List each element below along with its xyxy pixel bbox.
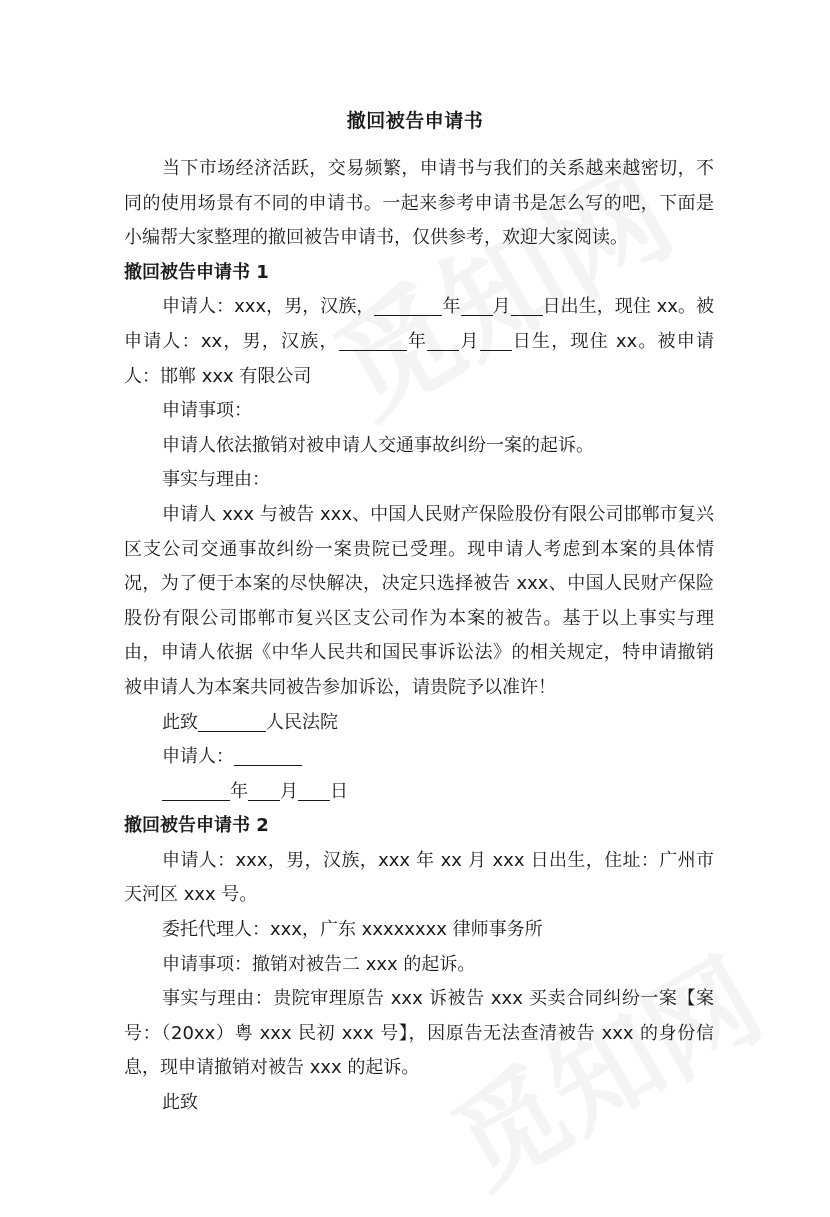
document-body (124, 152, 714, 1121)
blank-line (339, 330, 407, 351)
blank-line (162, 780, 230, 801)
section1-matters: 申请人依法撤销对被申请人交通事故纠纷一案的起诉。 (162, 434, 594, 456)
blank-line (248, 780, 280, 801)
blank-line (234, 745, 302, 766)
section2-matters: 申请事项：撤销对被告二 xxx 的起诉。 (162, 953, 476, 975)
section1-facts: 申请人 xxx 与被告 xxx、中国人民财产保险股份有限公司邯郸市复兴区支公司交通事故纠纷一案贵院已受理。现申请人考虑到本案的具体情况，为了便于本案的尽快解决，决定只选择被告 xxx、中国人民财产保险股份有限公司邯郸市复兴区支公司作为本案的被告。基于以上事实与理由，申请人依据《中华人民共和国民事诉讼法》的相关规定，特申请撤销被申请人为本案共同被告参加诉讼，请贵院予以准许！ (124, 503, 714, 698)
section1-date: 年 月 日 (124, 775, 714, 810)
blank-line (461, 295, 493, 316)
blank-line (427, 330, 459, 351)
intro-paragraph: 当下市场经济活跃，交易频繁，申请书与我们的关系越来越密切，不同的使用场景有不同的申请书。一起来参考申请书是怎么写的吧，下面是小编帮大家整理的撤回被告申请书，仅供参考，欢迎大家阅读。 (124, 158, 714, 249)
section1-applicant: 申请人：xxx，男，汉族， 年 月 日出生，现住 xx。被申请人：xx，男，汉族， 年 月 日生，现住 xx。被申请人：邯郸 xxx 有限公司 (124, 296, 715, 387)
section1-heading: 撤回被告申请书 1 (124, 261, 269, 283)
blank-line (198, 711, 266, 732)
section1-facts-label: 事实与理由： (162, 469, 270, 491)
section2-closing: 此致 (162, 1092, 198, 1114)
blank-line (511, 295, 543, 316)
section1-closing: 此致 人民法院 (162, 711, 338, 733)
blank-line (374, 295, 442, 316)
section2-agent: 委托代理人：xxx，广东 xxxxxxxx 律师事务所 (162, 919, 543, 941)
blank-line (298, 780, 330, 801)
blank-line (480, 330, 512, 351)
section2-heading: 撤回被告申请书 2 (124, 815, 269, 837)
section2-applicant: 申请人：xxx，男，汉族，xxx 年 xx 月 xxx 日出生，住址：广州市天河区 xxx 号。 (124, 849, 714, 906)
section2-facts: 事实与理由：贵院审理原告 xxx 诉被告 xxx 买卖合同纠纷一案【案号：（20xx）粤 xxx 民初 xxx 号】，因原告无法查清被告 xxx 的身份信息，现申请撤销对被告 xxx 的起诉。 (124, 988, 714, 1079)
document-title: 撤回被告申请书 (346, 110, 484, 132)
section1-signature: 申请人： (124, 740, 714, 775)
section1-matters-label: 申请事项： (162, 400, 252, 422)
